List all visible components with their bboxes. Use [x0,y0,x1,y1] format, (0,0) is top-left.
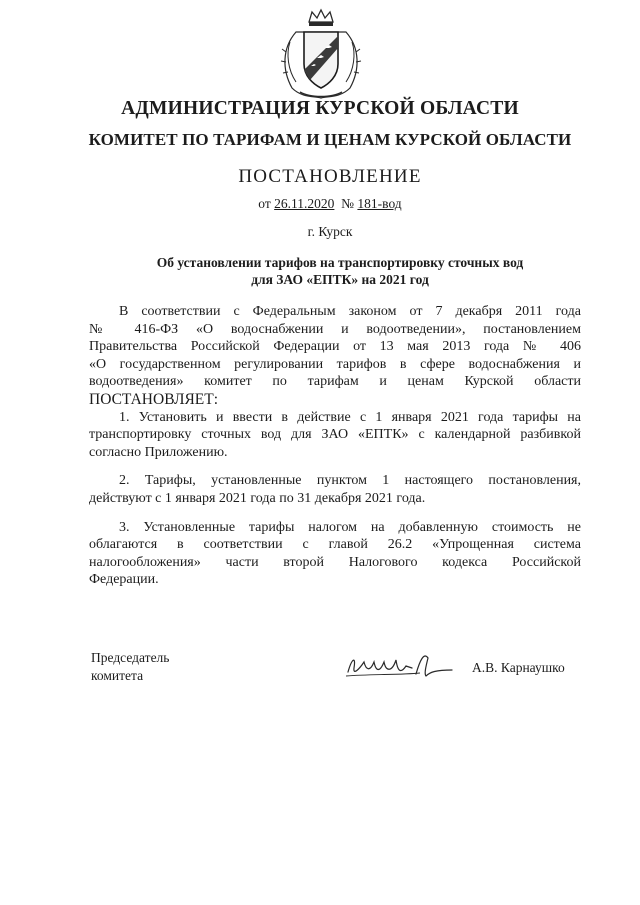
item-1-line: транспортировку сточных вод для ЗАО «ЕПТК» с календарной разбивкой [89,427,581,443]
city: г. Курск [307,224,353,239]
item-3-line: Федерации. [89,572,159,588]
item-3-line: налогообложения» части второй Налогового кодекса Российской [89,554,581,570]
document-subject [100,254,580,288]
date-number-line [0,196,640,212]
signatory-position [91,649,169,685]
committee-title: КОМИТЕТ ПО ТАРИФАМ И ЦЕНАМ КУРСКОЙ ОБЛАСТИ [88,130,572,149]
preamble-line: Правительства Российской Федерации от 13 мая 2013 года № 406 [89,339,581,355]
number-prefix: № [341,196,355,211]
item-2-line: 2. Тарифы, установленные пунктом 1 настоящего постановления, [119,473,581,489]
administration-title: АДМИНИСТРАЦИЯ КУРСКОЙ ОБЛАСТИ [121,98,519,119]
preamble-line: В соответствии с Федеральным законом от 7 декабря 2011 года [119,304,581,319]
preamble-line: «О государственном регулировании тарифов в сфере водоснабжения и [89,356,581,372]
item-1-line: согласно Приложению. [89,444,228,460]
preamble-line: водоотведения» комитет по тарифам и ценам Курской области [89,374,581,390]
position-line: Председатель [91,650,170,665]
document-body [89,303,581,589]
item-2-line: действуют с 1 января 2021 года по 31 декабря 2021 года. [89,490,426,506]
preamble-line: № 416-ФЗ «О водоснабжении и водоотведении», постановлением [89,321,581,337]
subject-line: Об установлении тарифов на транспортировку сточных вод [156,255,524,270]
position-line: комитета [91,668,144,683]
handwritten-signature [340,648,458,684]
signatory-name: А.В. Карнаушко [472,660,565,675]
coat-of-arms-emblem [276,8,366,100]
item-1-line: 1. Установить и ввести в действие с 1 января 2021 года тарифы на [119,409,581,425]
document-type: ПОСТАНОВЛЕНИЕ [238,166,422,187]
document-date: 26.11.2020 [274,196,335,211]
document-number: 181-вод [357,196,402,211]
subject-line: для ЗАО «ЕПТК» на 2021 год [251,272,429,287]
resolves-keyword: ПОСТАНОВЛЯЕТ: [89,390,219,408]
item-3-line: 3. Установленные тарифы налогом на добавленную стоимость не [119,519,581,535]
item-3-line: облагаются в соответствии с главой 26.2 «Упрощенная система [89,537,581,553]
date-prefix: от [258,196,271,211]
